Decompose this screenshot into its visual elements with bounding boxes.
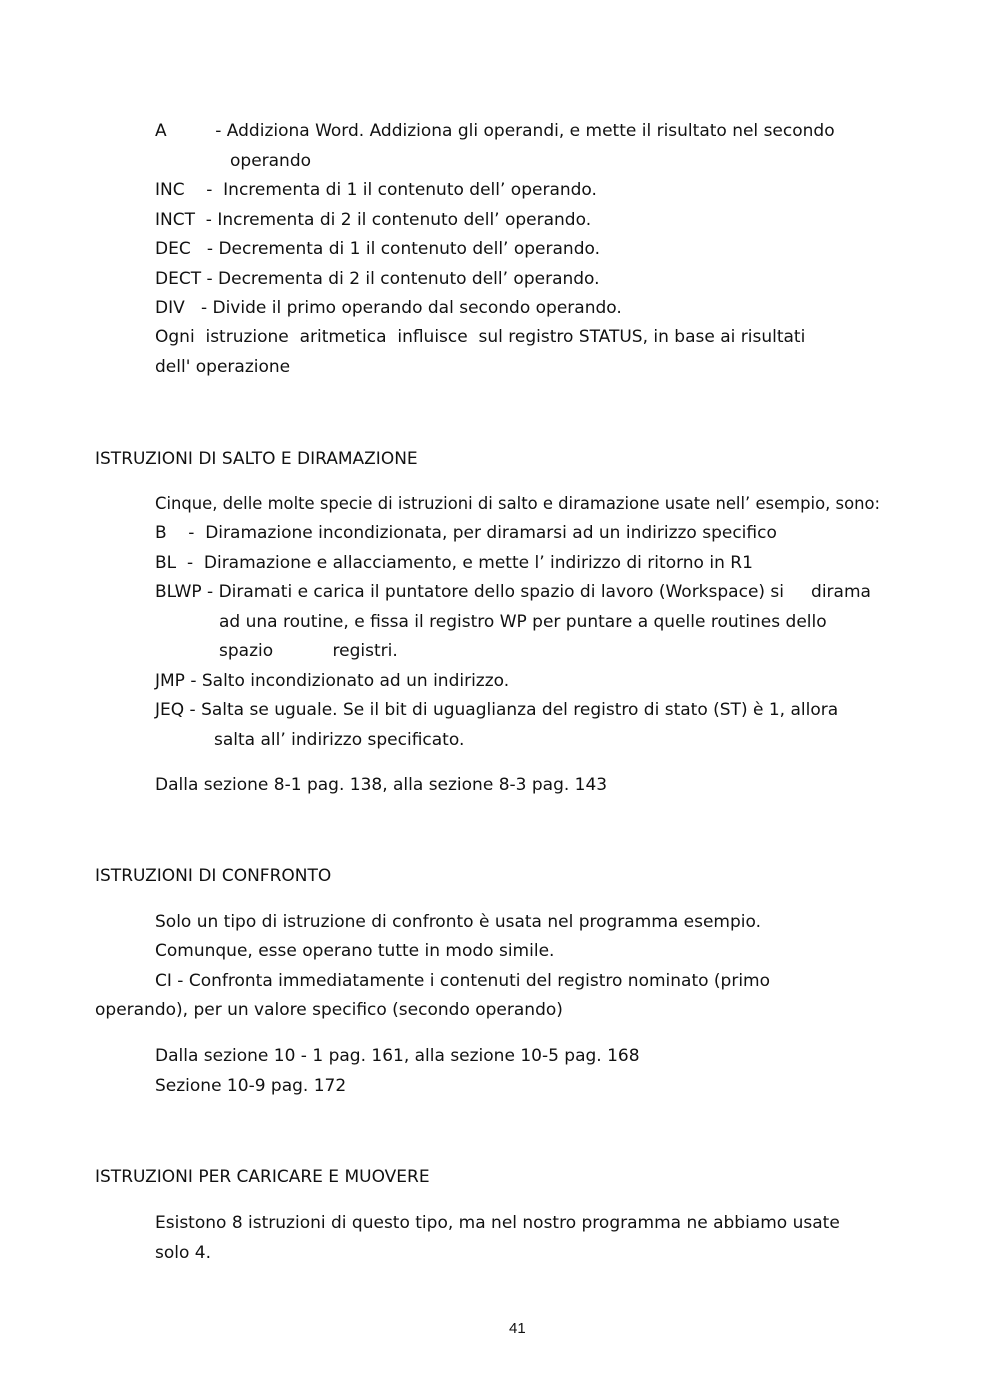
instr-blwp-1: BLWP - Diramati e carica il puntatore dello spazio di lavoro (Workspace) si dirama xyxy=(155,582,871,602)
confronto-reference-1: Dalla sezione 10 - 1 pag. 161, alla sezione 10-5 pag. 168 xyxy=(155,1046,640,1066)
confronto-reference-2: Sezione 10-9 pag. 172 xyxy=(155,1076,347,1096)
heading-salto: ISTRUZIONI DI SALTO E DIRAMAZIONE xyxy=(95,449,418,469)
instr-bl: BL - Diramazione e allacciamento, e mette l’ indirizzo di ritorno in R1 xyxy=(155,553,753,573)
instr-dect: DECT - Decrementa di 2 il contenuto dell’ operando. xyxy=(155,269,600,289)
instr-dec: DEC - Decrementa di 1 il contenuto dell’ operando. xyxy=(155,239,600,259)
instr-a-cont: operando xyxy=(230,151,312,171)
heading-confronto: ISTRUZIONI DI CONFRONTO xyxy=(95,866,332,886)
instr-ci: CI - Confronta immediatamente i contenuti del registro nominato (primo xyxy=(155,971,771,991)
instr-inc: INC - Incrementa di 1 il contenuto dell’ operando. xyxy=(155,180,597,200)
instr-a: A - Addiziona Word. Addiziona gli operandi, e mette il risultato nel secondo xyxy=(155,121,835,141)
confronto-line-1: Solo un tipo di istruzione di confronto è usata nel programma esempio. xyxy=(155,912,762,932)
instr-jeq-1: JEQ - Salta se uguale. Se il bit di uguaglianza del registro di stato (ST) è 1, allora xyxy=(155,700,839,720)
carica-line-1: Esistono 8 istruzioni di questo tipo, ma nel nostro programma ne abbiamo usate xyxy=(155,1213,840,1233)
status-note-2: dell' operazione xyxy=(155,357,291,377)
instr-blwp-3: spazio registri. xyxy=(219,641,398,661)
instr-blwp-2: ad una routine, e fissa il registro WP per puntare a quelle routines dello xyxy=(219,612,827,632)
page-number: 41 xyxy=(509,1320,526,1337)
instr-b: B - Diramazione incondizionata, per diramarsi ad un indirizzo specifico xyxy=(155,523,777,543)
confronto-line-2: Comunque, esse operano tutte in modo simile. xyxy=(155,941,555,961)
instr-div: DIV - Divide il primo operando dal secondo operando. xyxy=(155,298,622,318)
carica-line-2: solo 4. xyxy=(155,1243,212,1263)
instr-jeq-2: salta all’ indirizzo specificato. xyxy=(214,730,465,750)
instr-ci-cont: operando), per un valore specifico (secondo operando) xyxy=(95,1000,563,1020)
instr-jmp: JMP - Salto incondizionato ad un indirizzo. xyxy=(155,671,510,691)
heading-carica: ISTRUZIONI PER CARICARE E MUOVERE xyxy=(95,1167,430,1187)
status-note-1: Ogni istruzione aritmetica influisce sul registro STATUS, in base ai risultati xyxy=(155,327,806,347)
instr-inct: INCT - Incrementa di 2 il contenuto dell’ operando. xyxy=(155,210,592,230)
salto-reference: Dalla sezione 8-1 pag. 138, alla sezione 8-3 pag. 143 xyxy=(155,775,608,795)
salto-intro: Cinque, delle molte specie di istruzioni di salto e diramazione usate nell’ esempio, sono: xyxy=(155,494,881,513)
